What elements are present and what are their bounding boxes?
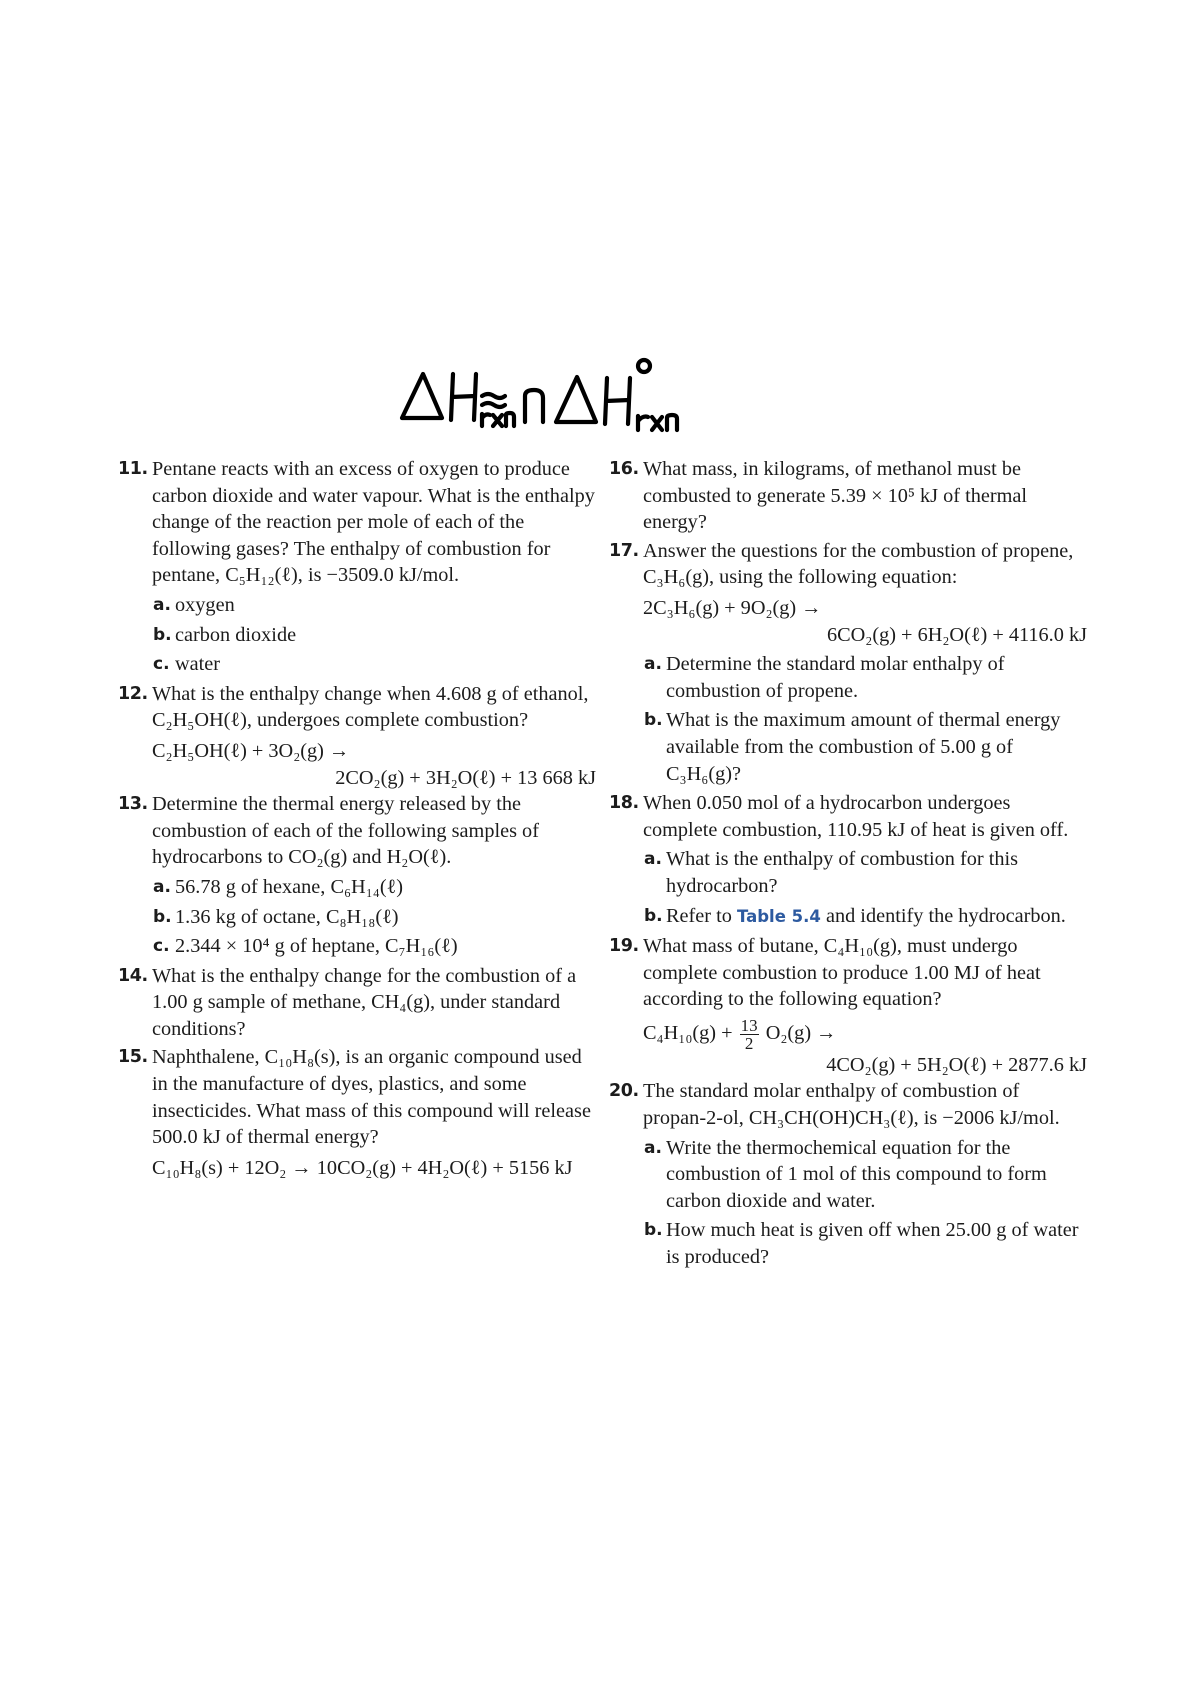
question-18 (609, 790, 1087, 843)
question-number: 13. (118, 794, 148, 815)
question-11 (118, 456, 596, 589)
question-11-part-a: a. oxygen (153, 593, 235, 616)
question-text: What is the enthalpy change when 4.608 g of ethanol, C₂H₅OH(ℓ), undergoes complete combustion? (152, 682, 589, 732)
question-text: Determine the thermal energy released by the combustion of each of the following samples of hydrocarbons to CO₂(g) and H₂O(ℓ). (152, 793, 539, 869)
question-text: What mass, in kilograms, of methanol must be combusted to generate 5.39 × 10⁵ kJ of thermal energy? (643, 458, 1028, 534)
question-20 (609, 1078, 1087, 1131)
question-18-part-a: a. What is the enthalpy of combustion for this hydrocarbon? (644, 848, 1019, 897)
question-17-part-b: b. What is the maximum amount of thermal energy available from the combustion of 5.00 g of C₃H₆(g)? (644, 709, 1061, 785)
question-number: 14. (118, 965, 148, 986)
question-13 (118, 791, 596, 871)
question-20-part-a: a. Write the thermochemical equation for the combustion of 1 mol of this compound to form carbon dioxide and water. (644, 1136, 1047, 1212)
equation-line: 4CO₂(g) + 5H₂O(ℓ) + 2877.6 kJ (826, 1053, 1087, 1076)
question-text: The standard molar enthalpy of combustion of propan-2-ol, CH₃CH(OH)CH₃(ℓ), is −2006 kJ/mol. (643, 1080, 1060, 1130)
question-16 (609, 456, 1087, 536)
question-18-part-b: b. Refer to Table 5.4 and identify the hydrocarbon. (644, 904, 1066, 927)
question-14 (118, 963, 596, 1043)
question-text: What mass of butane, C₄H₁₀(g), must undergo complete combustion to produce 1.00 MJ of heat according to the following equation? (643, 935, 1041, 1011)
question-number: 18. (609, 793, 639, 814)
table-reference-link[interactable]: Table 5.4 (736, 906, 821, 926)
question-17-part-a: a. Determine the standard molar enthalpy of combustion of propene. (644, 653, 1005, 702)
left-column (118, 456, 596, 1181)
equation-line: C₄H₁₀(g) + $\frac{13}{2}$ O₂(g) → (643, 1015, 837, 1053)
question-19 (609, 933, 1087, 1013)
fraction: $\frac{13}{2}$ (740, 1015, 758, 1053)
right-column (609, 456, 1087, 1274)
question-number: 19. (609, 936, 639, 957)
question-text: Answer the questions for the combustion of propene, C₃H₆(g), using the following equation: (643, 539, 1074, 589)
equation-line: C₂H₅OH(ℓ) + 3O₂(g) → (152, 739, 350, 762)
question-13-part-a: a. 56.78 g of hexane, C₆H₁₄(ℓ) (153, 875, 404, 898)
question-number: 16. (609, 459, 639, 479)
question-number: 12. (118, 683, 148, 704)
question-12 (118, 681, 596, 734)
question-text: When 0.050 mol of a hydrocarbon undergoes complete combustion, 110.95 kJ of heat is given off. (643, 792, 1069, 841)
question-number: 15. (118, 1047, 148, 1068)
question-number: 17. (609, 540, 639, 561)
question-text: What is the enthalpy change for the combustion of a 1.00 g sample of methane, CH₄(g), under standard conditions? (152, 964, 577, 1040)
question-text: Pentane reacts with an excess of oxygen to produce carbon dioxide and water vapour. What is the enthalpy change of the reaction per mole of each of the following gases? The enthalpy of combustion for pentane, C₅H₁₂(ℓ), is −3509.0 kJ/mol. (152, 458, 595, 587)
question-text: Naphthalene, C₁₀H₈(s), is an organic compound used in the manufacture of dyes, plastics, and some insecticides. What mass of this compound will release 500.0 kJ of thermal energy? (152, 1046, 591, 1149)
question-13-part-b: b. 1.36 kg of octane, C₈H₁₈(ℓ) (153, 905, 399, 928)
question-13-part-c: c. 2.344 × 10⁴ g of heptane, C₇H₁₆(ℓ) (153, 935, 458, 958)
question-11-part-c: c. water (153, 653, 221, 676)
handwritten-annotation (398, 352, 698, 442)
question-15 (118, 1044, 596, 1150)
question-number: 20. (609, 1081, 639, 1102)
equation-line: 2C₃H₆(g) + 9O₂(g) → (643, 596, 822, 619)
question-11-part-b: b. carbon dioxide (153, 623, 297, 646)
equation-line: C₁₀H₈(s) + 12O₂ → 10CO₂(g) + 4H₂O(ℓ) + 5156 kJ (152, 1156, 573, 1179)
equation-line: 2CO₂(g) + 3H₂O(ℓ) + 13 668 kJ (335, 766, 596, 789)
question-number: 11. (118, 459, 148, 479)
question-17 (609, 538, 1087, 591)
question-20-part-b: b. How much heat is given off when 25.00 g of water is produced? (644, 1219, 1079, 1269)
equation-line: 6CO₂(g) + 6H₂O(ℓ) + 4116.0 kJ (826, 623, 1087, 646)
